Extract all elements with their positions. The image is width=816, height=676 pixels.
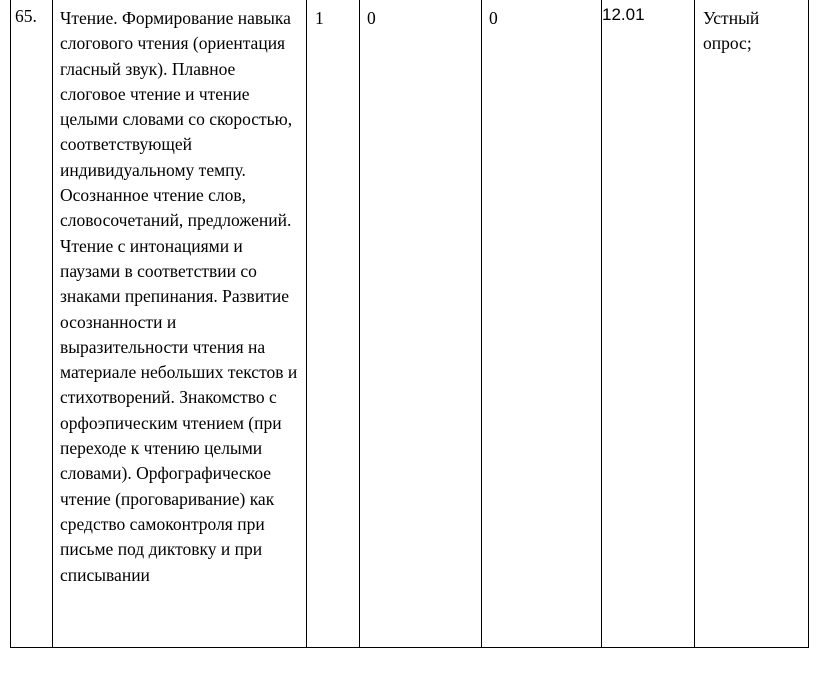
practical-works-cell [482, 0, 602, 648]
hours-total: 1 [315, 8, 324, 28]
lesson-plan-table [10, 0, 809, 648]
date-cell [602, 0, 695, 648]
control-form-cell [695, 0, 809, 648]
control-form: Устный опрос; [703, 8, 760, 54]
practical-works: 0 [489, 8, 498, 28]
lesson-number: 65. [15, 6, 37, 26]
lesson-number-cell [11, 0, 53, 648]
lesson-topic-cell [53, 0, 307, 648]
lesson-topic: Чтение. Формирование навыка слогового чтения (ориентация гласный звук). Плавное слоговое чтение и чтение целыми словами со скоростью, соответствующей индивидуальному темпу. Осознанное чтение слов, словосочетаний, предложений. Чтение с интонациями и паузами в соответствии со знаками препинания. Развитие осознанности и выразительности чтения на материале небольших текстов и стихотворений. Знакомство с орфоэпическим чтением (при переходе к чтению целыми словами). Орфографическое чтение (проговаривание) как средство самоконтроля при письме под диктовку и при списывании [60, 8, 298, 585]
hours-total-cell [307, 0, 360, 648]
table-row [11, 0, 809, 648]
control-works: 0 [367, 8, 376, 28]
lesson-date: 12.01 [602, 5, 645, 24]
control-works-cell [360, 0, 482, 648]
